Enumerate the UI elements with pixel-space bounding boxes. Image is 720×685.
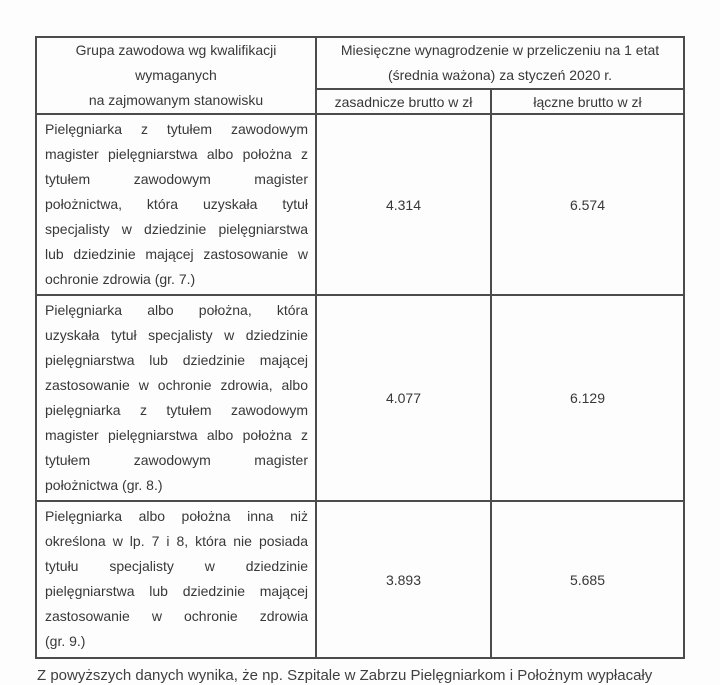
base-gross-value: 3.893 xyxy=(316,501,491,658)
total-gross-value: 6.129 xyxy=(491,295,684,501)
header-salary-line: Miesięczne wynagrodzenie w przeliczeniu na 1 etat xyxy=(340,42,660,58)
header-group-line: wymaganych xyxy=(135,67,217,83)
total-gross-value: 5.685 xyxy=(491,501,684,658)
subheader-base-gross: zasadnicze brutto w zł xyxy=(316,89,491,114)
subheader-total-gross: łączne brutto w zł xyxy=(491,89,684,114)
group-cell xyxy=(36,114,316,295)
group-text-line: Pielęgniarka albo położna, która xyxy=(45,302,308,318)
group-text-line: pielęgniarstwa lub dziedzinie mającej xyxy=(45,583,308,599)
total-gross-value: 6.574 xyxy=(491,114,684,295)
header-group-line: na zajmowanym stanowisku xyxy=(88,92,264,108)
group-text-line: położnictwa, która uzyskała tytuł xyxy=(45,196,308,212)
table-row xyxy=(36,295,684,501)
table-row xyxy=(36,114,684,295)
table-header-row xyxy=(36,37,684,89)
header-group-column xyxy=(36,37,316,114)
group-text-line: położnictwa (gr. 8.) xyxy=(45,477,163,493)
header-salary-column xyxy=(316,37,684,89)
group-cell xyxy=(36,295,316,501)
group-text-line: specjalisty w dziedzinie pielęgniarstwa xyxy=(45,221,308,237)
group-text-line: ochronie zdrowia (gr. 7.) xyxy=(45,271,196,287)
table-row xyxy=(36,501,684,658)
group-text-line: tytułem zawodowym magister xyxy=(45,171,308,187)
group-text-line: (gr. 9.) xyxy=(45,633,86,649)
base-gross-value: 4.077 xyxy=(316,295,491,501)
base-gross-value: 4.314 xyxy=(316,114,491,295)
group-text-line: Pielęgniarka z tytułem zawodowym xyxy=(45,121,308,137)
group-text-line: magister pielęgniarstwa albo położna z xyxy=(45,427,308,443)
group-text-line: zastosowanie w ochronie zdrowia xyxy=(45,608,308,624)
group-text-line: pielęgniarka z tytułem zawodowym xyxy=(45,402,308,418)
clipped-footer-text: Z powyższych danych wynika, że np. Szpitale w Zabrzu Pielęgniarkom i Położnym wypłacały xyxy=(37,667,653,684)
group-text-line: tytułu specjalisty w dziedzinie xyxy=(45,558,308,574)
group-text-line: uzyskała tytuł specjalisty w dziedzinie xyxy=(45,327,308,343)
group-text-line: pielęgniarstwa lub dziedzinie mającej xyxy=(45,352,308,368)
group-text-line: magister pielęgniarstwa albo położna z xyxy=(45,146,308,162)
group-text-line: zastosowanie w ochronie zdrowia, albo xyxy=(45,377,308,393)
header-salary-line: (średnia ważona) za styczeń 2020 r. xyxy=(387,67,613,83)
group-text-line: określona w lp. 7 i 8, która nie posiada xyxy=(45,533,308,549)
group-text-line: tytułem zawodowym magister xyxy=(45,452,308,468)
header-group-line: Grupa zawodowa wg kwalifikacji xyxy=(75,42,277,58)
group-cell xyxy=(36,501,316,658)
salary-table xyxy=(35,36,685,659)
group-text-line: Pielęgniarka albo położna inna niż xyxy=(45,508,308,524)
group-text-line: lub dziedzinie mającej zastosowanie w xyxy=(45,246,308,262)
